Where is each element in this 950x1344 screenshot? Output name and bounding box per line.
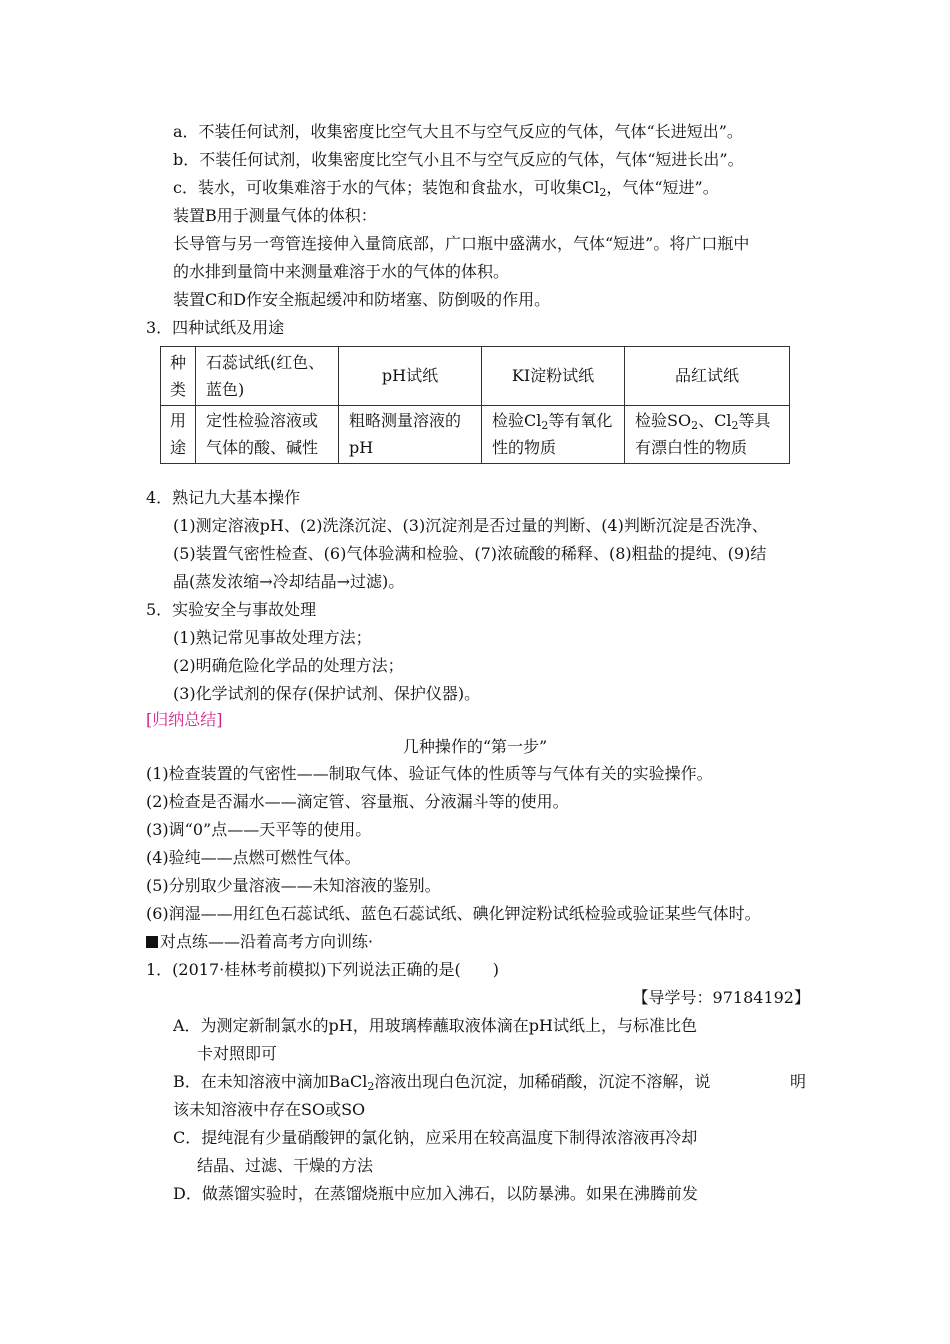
ph-name-cell: pH试纸	[339, 347, 482, 406]
section-5-item-3: (3)化学试剂的保存(保护试剂、保护仪器)。	[173, 684, 481, 703]
ki-name-cell: KI淀粉试纸	[482, 347, 625, 406]
section-5-heading: 5．实验安全与事故处理	[146, 600, 317, 619]
section-4-line-1: (1)测定溶液pH、(2)洗涤沉淀、(3)沉淀剂是否过量的判断、(4)判断沉淀是否洗净、	[173, 516, 768, 535]
ki-use-text: 检验Cl	[492, 411, 542, 431]
note-a: a．不装任何试剂，收集密度比空气大且不与空气反应的气体，气体“长进短出”。	[173, 122, 743, 141]
summary-item-6: (6)润湿——用红色石蕊试纸、蓝色石蕊试纸、碘化钾淀粉试纸检验或验证某些气体时。	[146, 904, 761, 923]
magenta-use-sub-2: 2	[731, 419, 739, 433]
practice-heading-text: 对点练——沿着高考方向训练·	[160, 932, 374, 951]
magenta-use-cell	[625, 405, 790, 464]
summary-item-5: (5)分别取少量溶液——未知溶液的鉴别。	[146, 876, 441, 895]
section-3-heading: 3．四种试纸及用途	[146, 318, 285, 337]
option-a-line-2: 卡对照即可	[197, 1044, 278, 1063]
summary-item-1: (1)检查装置的气密性——制取气体、验证气体的性质等与气体有关的实验操作。	[146, 764, 713, 783]
kind-label-1: 种	[169, 352, 186, 372]
kind-label-cell	[161, 347, 196, 406]
summary-item-3: (3)调“0”点——天平等的使用。	[146, 820, 372, 839]
summary-title: 几种操作的“第一步”	[402, 737, 548, 756]
magenta-use-text: 检验SO	[635, 411, 692, 431]
option-b-tail: 溶液出现白色沉淀，加稀硝酸，沉淀不溶解，说	[374, 1072, 711, 1091]
summary-item-2: (2)检查是否漏水——滴定管、容量瓶、分液漏斗等的使用。	[146, 792, 569, 811]
note-b: b．不装任何试剂，收集密度比空气小且不与空气反应的气体，气体“短进长出”。	[173, 150, 744, 169]
use-label-1: 用	[169, 411, 186, 431]
note-c-sub: 2	[599, 186, 607, 199]
device-b-desc-2: 的水排到量筒中来测量难溶于水的气体的体积。	[173, 262, 510, 281]
ki-use-sub: 2	[541, 419, 549, 433]
option-d-line-1: D．做蒸馏实验时，在蒸馏烧瓶中应加入沸石，以防暴沸。如果在沸腾前发	[173, 1184, 698, 1203]
ki-use-tail: 等有氧化性的物质	[492, 411, 613, 458]
option-a-line-1: A．为测定新制氯水的pH，用玻璃棒蘸取液体滴在pH试纸上，与标准比色	[173, 1016, 697, 1035]
section-4-line-3: 晶(蒸发浓缩→冷却结晶→过滤)。	[173, 572, 405, 591]
option-b-line-2: 该未知溶液中存在SO或SO	[173, 1100, 366, 1119]
table-row	[161, 347, 790, 406]
litmus-use-cell: 定性检验溶液或气体的酸、碱性	[196, 405, 339, 464]
magenta-use-mid: 、Cl	[698, 411, 732, 431]
device-b-desc-1: 长导管与另一弯管连接伸入量筒底部，广口瓶中盛满水，气体“短进”。将广口瓶中	[173, 234, 750, 253]
summary-tag: [归纳总结]	[146, 710, 223, 729]
practice-heading	[146, 932, 373, 952]
option-b-sub: 2	[367, 1080, 375, 1093]
section-4-line-2: (5)装置气密性检查、(6)气体验满和检验、(7)浓硫酸的稀释、(8)粗盐的提纯、(9)结	[173, 544, 767, 563]
use-label-cell	[161, 405, 196, 464]
ph-use-cell: 粗略测量溶液的pH	[339, 405, 482, 464]
note-c-tail: ，气体“短进”。	[606, 178, 719, 197]
question-1: 1．(2017·桂林考前模拟)下列说法正确的是( )	[146, 960, 499, 979]
section-4-heading: 4．熟记九大基本操作	[146, 488, 301, 507]
summary-item-4: (4)验纯——点燃可燃性气体。	[146, 848, 361, 867]
section-5-item-1: (1)熟记常见事故处理方法；	[173, 628, 372, 647]
litmus-name-cell: 石蕊试纸(红色、蓝色)	[196, 347, 339, 406]
option-b-text: B．在未知溶液中滴加BaCl	[173, 1072, 368, 1091]
black-square-icon	[146, 936, 158, 948]
test-paper-table	[160, 346, 790, 464]
section-5-item-2: (2)明确危险化学品的处理方法；	[173, 656, 404, 675]
option-b-line-1	[173, 1072, 710, 1092]
note-c-text: c．装水，可收集难溶于水的气体；装饱和食盐水，可收集Cl	[173, 178, 600, 197]
option-b-line-1-end: 明	[790, 1072, 807, 1091]
option-c-line-2: 结晶、过滤、干燥的方法	[197, 1156, 374, 1175]
option-c-line-1: C．提纯混有少量硝酸钾的氯化钠，应采用在较高温度下制得浓溶液再冷却	[173, 1128, 698, 1147]
magenta-name-cell: 品红试纸	[625, 347, 790, 406]
device-b-heading: 装置B用于测量气体的体积：	[173, 206, 377, 225]
use-label-2: 途	[169, 438, 186, 458]
table-row	[161, 405, 790, 464]
ki-use-cell	[482, 405, 625, 464]
magenta-use-sub-1: 2	[691, 419, 699, 433]
device-cd-desc: 装置C和D作安全瓶起缓冲和防堵塞、防倒吸的作用。	[173, 290, 551, 309]
guide-number: 【导学号：97184192】	[632, 988, 810, 1007]
kind-label-2: 类	[169, 379, 186, 399]
magenta-use-tail: 等具有漂白性的物质	[635, 411, 771, 458]
note-c	[173, 178, 719, 198]
